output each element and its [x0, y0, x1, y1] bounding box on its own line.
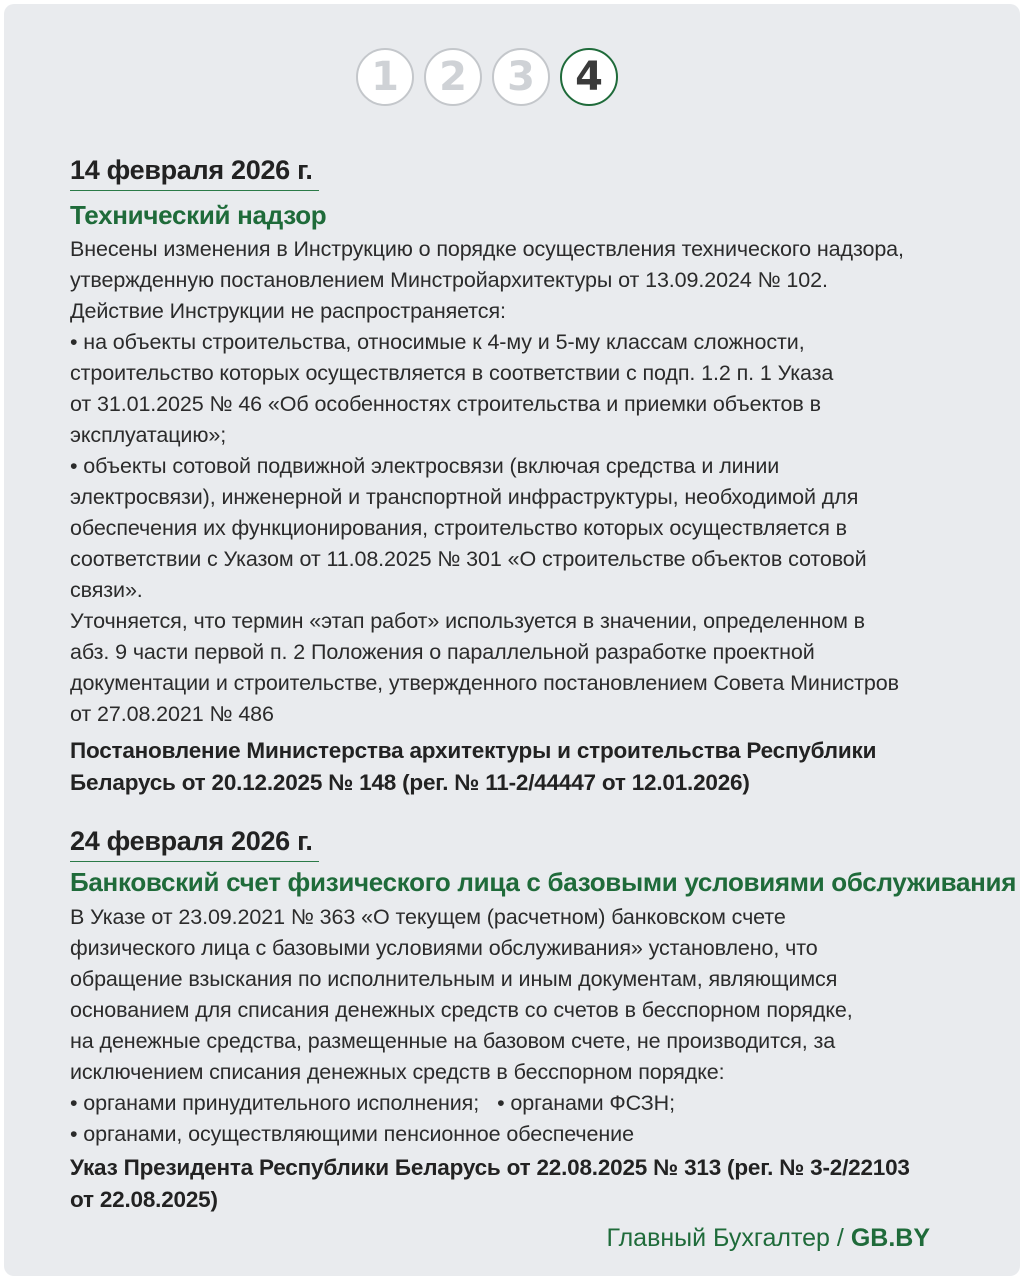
page-indicator [356, 48, 618, 106]
section1-line: абз. 9 части первой п. 2 Положения о параллельной разработке проектной [70, 640, 815, 664]
section2-source [70, 1152, 990, 1216]
section2-bullet-fszn: • органами ФСЗН; [497, 1091, 675, 1115]
section2-line: исключением списания денежных средств в бесспорном порядке: [70, 1060, 725, 1084]
section2-source-line: от 22.08.2025) [70, 1187, 218, 1212]
section2-bullet-enforcement: • органами принудительного исполнения; [70, 1091, 480, 1115]
section1-line: связи». [70, 578, 143, 602]
section1-line: Уточняется, что термин «этап работ» используется в значении, определенном в [70, 609, 865, 633]
section1-line: от 31.01.2025 № 46 «Об особенностях строительства и приемки объектов в [70, 392, 821, 416]
brand-footer [606, 1224, 930, 1253]
section1-line: от 27.08.2021 № 486 [70, 702, 274, 726]
section1-line: соответствии с Указом от 11.08.2025 № 301 «О строительстве объектов сотовой [70, 547, 867, 571]
section2-bullets-row [70, 1088, 980, 1119]
section2-line: на денежные средства, размещенные на базовом счете, не производится, за [70, 1029, 836, 1053]
section1-source [70, 735, 990, 799]
brand-name: Главный Бухгалтер [606, 1224, 830, 1252]
section2-line: физического лица с базовыми условиями обслуживания» установлено, что [70, 936, 818, 960]
section2-date: 24 февраля 2026 г. [70, 826, 319, 862]
section2-line: основанием для списания денежных средств со счетов в бесспорном порядке, [70, 998, 853, 1022]
section1-date: 14 февраля 2026 г. [70, 155, 319, 191]
page-step-1[interactable]: 1 [356, 48, 414, 106]
section1-line: • на объекты строительства, относимые к 4-му и 5-му классам сложности, [70, 330, 805, 354]
section2-body [70, 902, 980, 1150]
section2-source-line: Указ Президента Республики Беларусь от 22.08.2025 № 313 (рег. № 3-2/22103 [70, 1155, 910, 1180]
page-step-2[interactable]: 2 [424, 48, 482, 106]
section1-line: эксплуатацию»; [70, 423, 227, 447]
section1-line: электросвязи), инженерной и транспортной инфраструктуры, необходимой для [70, 485, 859, 509]
section2-heading: Банковский счет физического лица с базовыми условиями обслуживания [70, 867, 1017, 897]
section1-line: Внесены изменения в Инструкцию о порядке осуществления технического надзора, [70, 237, 904, 261]
section1-line: утвержденную постановлением Минстройархитектуры от 13.09.2024 № 102. [70, 268, 828, 292]
section1-heading: Технический надзор [70, 200, 327, 230]
section1-line: обеспечения их функционирования, строительство которых осуществляется в [70, 516, 847, 540]
brand-site-link[interactable]: GB.BY [850, 1224, 930, 1252]
infographic-card [4, 4, 1020, 1276]
section1-source-line: Беларусь от 20.12.2025 № 148 (рег. № 11-2/44447 от 12.01.2026) [70, 770, 750, 795]
section2-line: обращение взыскания по исполнительным и иным документам, являющимся [70, 967, 838, 991]
section1-line: строительство которых осуществляется в соответствии с подп. 1.2 п. 1 Указа [70, 361, 834, 385]
page-step-4-active[interactable]: 4 [560, 48, 618, 106]
section1-line: • объекты сотовой подвижной электросвязи (включая средства и линии [70, 454, 780, 478]
brand-separator: / [836, 1224, 844, 1252]
page-step-3[interactable]: 3 [492, 48, 550, 106]
section2-line: В Указе от 23.09.2021 № 363 «О текущем (расчетном) банковском счете [70, 905, 786, 929]
section1-line: Действие Инструкции не распространяется: [70, 299, 506, 323]
section2-bullet-pension: • органами, осуществляющими пенсионное обеспечение [70, 1122, 634, 1146]
section1-line: документации и строительстве, утвержденного постановлением Совета Министров [70, 671, 899, 695]
section1-source-line: Постановление Министерства архитектуры и строительства Республики [70, 738, 877, 763]
section1-body [70, 234, 980, 730]
